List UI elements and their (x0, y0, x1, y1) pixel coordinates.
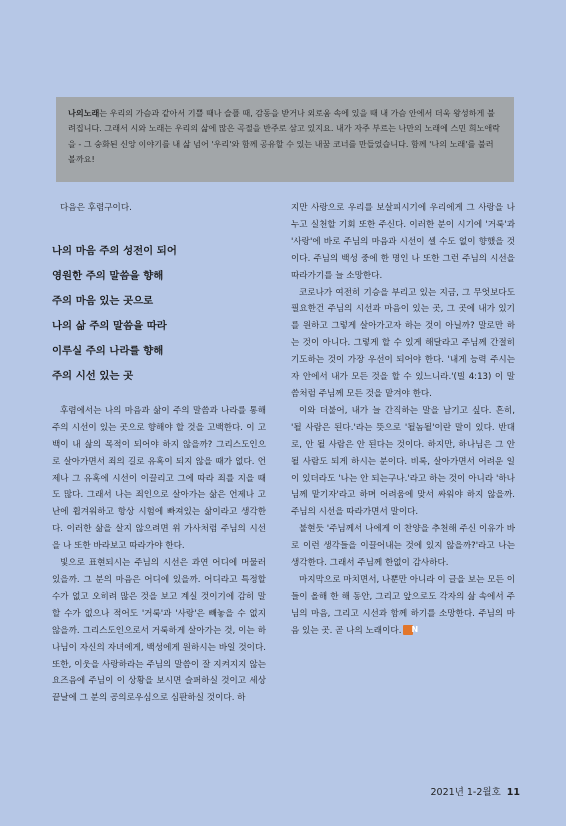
left-column (52, 200, 266, 707)
end-mark-icon: N (403, 625, 413, 635)
page-footer (431, 784, 520, 798)
hymn-line: 나의 삶 주의 말씀을 따라 (52, 319, 167, 332)
body-paragraph: 이와 더불어, 내가 늘 간직하는 말을 남기고 싶다. 흔히, '될 사람은 된다.'라는 뜻으로 '될놈될'이란 말이 있다. 반대로, 안 될 사람은 안 된다는 것이다. 하지만, 하나님은 그 안 될 사람도 되게 하시는 분이다. 비록, 살아가면서 어려운 일이 있더라도 '나는 안 되는구나.'라고 하는 것이 아니라 '하나님께 맡기자'라고 하며 어려움에 맞서 싸워야 하지 않을까. 주님의 시선을 따라가면서 말이다. (291, 405, 515, 518)
body-paragraph: 빛으로 표현되시는 주님의 시선은 과연 어디에 머물러 있을까. 그 분의 마음은 어디에 있을까. 어디라고 특정할 수가 없고 오히려 많은 것을 보고 계실 것이기에 감히 말할 수가 없으나 적어도 '거룩'과 '사랑'은 빼놓을 수 없지 않을까. 그리스도인으로서 거룩하게 살아가는 것, 이는 하나님이 자신의 자녀에게, 백성에게 원하시는 바일 것이다. 또한, 이웃을 사랑하라는 주님의 말씀이 잘 지켜지지 않는 요즈음에 주님이 이 상황을 보시면 슬퍼하실 것이고 세상 끝날에 그 분의 공의로우심으로 심판하실 것이다. 하 (52, 558, 266, 704)
hymn-line: 주의 마음 있는 곳으로 (52, 294, 154, 307)
right-column (291, 200, 515, 640)
body-paragraph: 지만 사랑으로 우리를 보살피시기에 우리에게 그 사랑을 나누고 실천할 기회 또한 주신다. 이러한 분이 시기에 '거룩'과 '사랑'에 바로 주님의 마음과 시선이 셀 수도 없이 향했을 것이다. 주님의 백성 중에 한 명인 나 또한 그런 주님의 시선을 따라가기를 늘 소망한다. (291, 203, 515, 281)
body-paragraph: 코로나가 여전히 기승을 부리고 있는 지금, 그 무엇보다도 필요한건 주님의 시선과 마음이 있는 곳, 그 곳에 내가 있기를 원하고 그렇게 살아가고자 하는 것이 아닐까? 말로만 하는 것이 아니다. 그렇게 할 수 있게 해달라고 주님께 간절히 기도하는 것이 가장 우선이 되어야 한다. '내게 능력 주시는 자 안에서 내가 모든 것을 할 수 있느니라.'(빌 4:13) 이 말씀처럼 주님께 모든 것을 맡겨야 한다. (291, 287, 515, 399)
issue-label: 2021년 1-2월호 (430, 787, 501, 798)
hymn-line: 나의 마음 주의 성전이 되어 (52, 244, 177, 257)
body-paragraph (291, 572, 515, 640)
hymn-line: 영원한 주의 말씀을 향해 (52, 269, 164, 282)
page-number: 11 (506, 787, 520, 798)
intro-title: 나의노래 (68, 108, 100, 118)
intro-box (56, 97, 514, 182)
body-paragraph: 후렴에서는 나의 마음과 삶이 주의 말씀과 나라를 통해 주의 시선이 있는 곳으로 향해야 할 것을 고백한다. 이 고백이 내 삶의 목적이 되어야 하지 않을까? 그리스도인으로 살아가면서 죄의 길로 유혹이 되지 않을 때가 없다. 언제나 그 유혹에 시선이 이끌리고 그에 따라 죄를 지을 때도 많다. 그래서 나는 죄인으로 살아가는 삶은 언제나 고난에 휩겨워하고 항상 시험에 빠져있는 삶이라고 생각한다. 이러한 삶을 살지 않으려면 위 가사처럼 주님의 시선을 나 또한 바라보고 따라가야 한다. (52, 405, 266, 552)
hymn-line: 이루실 주의 나라를 향해 (52, 344, 164, 357)
lead-text: 다음은 후렴구이다. (60, 203, 132, 213)
hymn-refrain (52, 239, 266, 389)
body-paragraph: 불현듯 '주님께서 나에게 이 찬양을 추천해 주신 이유가 바로 이런 생각들을 이끌어내는 것에 있지 않을까?'라고 나는 생각한다. 그래서 주님께 한없이 감사하다. (291, 524, 515, 569)
intro-text: 는 우리의 가슴과 같아서 기쁠 때나 슬플 때, 감동을 받거나 외로움 속에 있을 때 내 가슴 안에서 더욱 왕성하게 불려집니다. 그래서 시와 노래는 우리의 삶에 많은 곡절을 반주로 삼고 있지요. 내가 자주 부르는 나만의 노래에 스민 희노애락을 - 그 숭화된 신앙 이야기를 내 삶 넘어 '우리'와 함께 공유할 수 있는 내꿈 코너를 만들었습니다. 함께 '나의 노래'를 불러 볼까요! (68, 108, 500, 165)
closing-text: 마지막으로 마치면서, 나뿐만 아니라 이 글을 보는 모든 이들이 올해 한 해 동안, 그리고 앞으로도 각자의 삶 속에서 주님의 마음, 그리고 시선과 함께 하기를 소망한다. 주님의 마음 있는 곳. 곧 나의 노래이다. (291, 574, 515, 636)
hymn-line: 주의 시선 있는 곳 (52, 369, 134, 382)
